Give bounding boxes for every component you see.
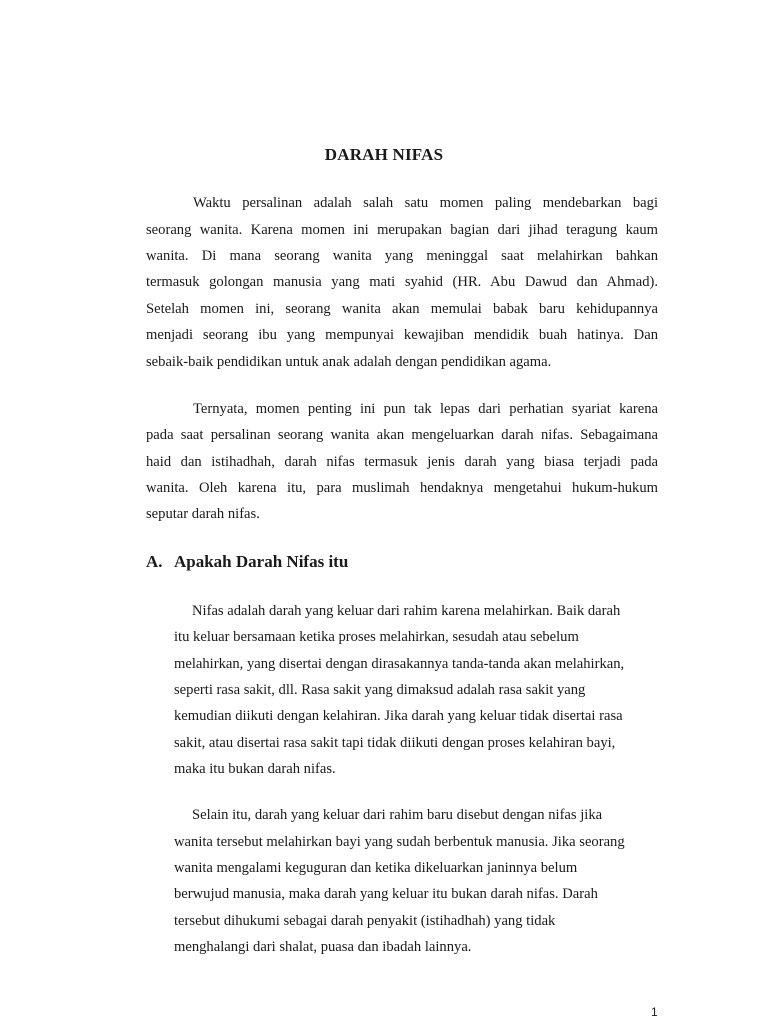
text-line: berwujud manusia, maka darah yang keluar itu bukan darah nifas. Darah [174, 886, 598, 902]
text-line: Setelah momen ini, seorang wanita akan memulai babak baru kehidupannya [146, 301, 658, 317]
text-line: kemudian diikuti dengan kelahiran. Jika darah yang keluar tidak disertai rasa [174, 708, 623, 724]
text-line: sakit, atau disertai rasa sakit tapi tidak diikuti dengan proses kelahiran bayi, [174, 735, 616, 751]
text-line: Selain itu, darah yang keluar dari rahim baru disebut dengan nifas jika [192, 807, 603, 823]
text-line: wanita tersebut melahirkan bayi yang sudah berbentuk manusia. Jika seorang [174, 834, 625, 850]
text-line: menghalangi dari shalat, puasa dan ibadah lainnya. [174, 939, 472, 955]
text-line: wanita. Oleh karena itu, para muslimah hendaknya mengetahui hukum-hukum [146, 480, 658, 496]
text-line: Waktu persalinan adalah salah satu momen paling mendebarkan bagi [193, 195, 658, 211]
text-line: maka itu bukan darah nifas. [174, 761, 336, 777]
text-line: melahirkan, yang disertai dengan dirasakannya tanda-tanda akan melahirkan, [174, 656, 625, 672]
page-number: 1 [651, 1005, 658, 1019]
text-line: menjadi seorang ibu yang mempunyai kewajiban mendidik buah hatinya. Dan [146, 327, 658, 343]
text-line: seputar darah nifas. [146, 506, 260, 522]
page-title: DARAH NIFAS [324, 145, 444, 164]
section-number: A. [146, 552, 163, 571]
text-line: Nifas adalah darah yang keluar dari rahim karena melahirkan. Baik darah [192, 603, 621, 619]
text-line: tersebut dihukumi sebagai darah penyakit (istihadhah) yang tidak [174, 913, 556, 929]
text-line: wanita. Di mana seorang wanita yang meninggal saat melahirkan bahkan [146, 248, 658, 264]
text-line: itu keluar bersamaan ketika proses melahirkan, sesudah atau sebelum [174, 629, 579, 645]
text-line: termasuk golongan manusia yang mati syahid (HR. Abu Dawud dan Ahmad). [146, 274, 658, 290]
text-line: wanita mengalami keguguran dan ketika dikeluarkan janinnya belum [174, 860, 578, 876]
text-line: haid dan istihadhah, darah nifas termasuk jenis darah yang biasa terjadi pada [146, 454, 658, 470]
text-line: Ternyata, momen penting ini pun tak lepas dari perhatian syariat karena [193, 401, 658, 417]
section-heading-text: Apakah Darah Nifas itu [174, 552, 349, 571]
text-line: pada saat persalinan seorang wanita akan mengeluarkan darah nifas. Sebagaimana [146, 427, 658, 443]
text-line: seperti rasa sakit, dll. Rasa sakit yang dimaksud adalah rasa sakit yang [174, 682, 586, 698]
text-line: seorang wanita. Karena momen ini merupakan bagian dari jihad teragung kaum [146, 222, 658, 238]
section-heading-a [146, 552, 348, 572]
text-line: sebaik-baik pendidikan untuk anak adalah dengan pendidikan agama. [146, 354, 552, 370]
